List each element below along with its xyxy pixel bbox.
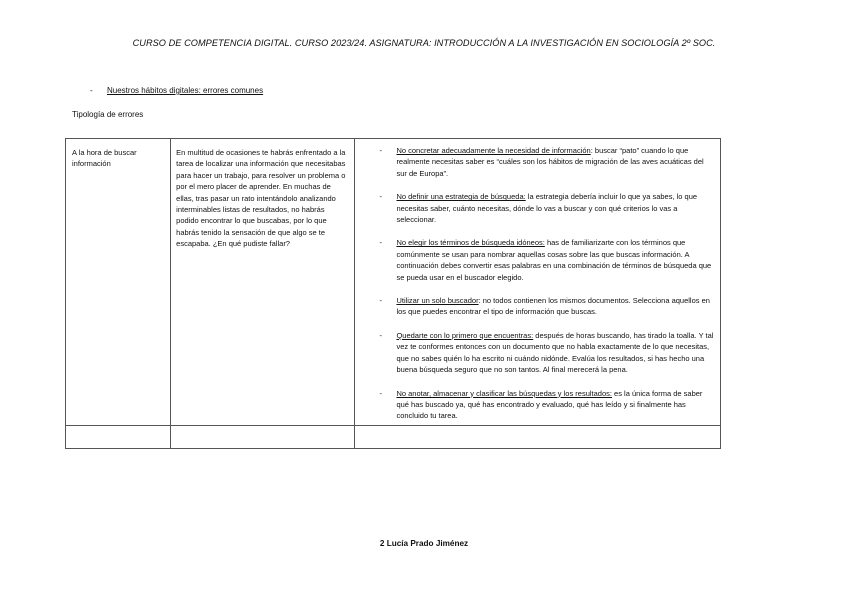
list-item <box>369 388 714 422</box>
section-title: Nuestros hábitos digitales: errores comunes <box>107 86 264 95</box>
page-number: 2 <box>379 539 385 548</box>
error-body: : no todos contienen los mismos documentos. Selecciona aquellos en los que puedes encontrar el tipo de información que buscas. <box>396 296 710 317</box>
table-row <box>66 139 721 426</box>
errors-table <box>65 138 721 449</box>
list-bullet: - <box>379 330 382 340</box>
list-item <box>369 295 714 318</box>
errors-list <box>355 139 720 425</box>
empty-cell <box>355 425 721 448</box>
error-title: Utilizar un solo buscador <box>396 296 479 306</box>
section-heading <box>90 86 263 95</box>
typology-label: Tipología de errores <box>72 110 144 119</box>
description-cell <box>171 139 355 426</box>
error-body: es la única forma de saber qué has buscado ya, qué has encontrado y evaluado, qué has leído y si finalmente has concluido tu tarea. <box>396 388 703 421</box>
empty-table-row <box>66 425 721 448</box>
section-bullet-dash: - <box>90 86 93 95</box>
list-bullet: - <box>379 388 382 398</box>
list-item <box>369 330 714 376</box>
list-item <box>369 191 714 225</box>
list-bullet: - <box>379 146 382 155</box>
list-item <box>369 145 714 179</box>
errors-cell <box>355 139 721 426</box>
situation-cell <box>66 139 171 426</box>
empty-cell <box>171 425 355 448</box>
error-body: después de horas buscando, has tirado la toalla. Y tal vez te conformes entonces con un documento que no habla exactamente de lo que necesitas, que no sabes quién lo ha escrito ni cuándo nidónde. Evalúa los resultados, si has hecho una buena búsqueda seguro que no son tantos. Al final merecerá la pena. <box>396 330 714 375</box>
list-bullet: - <box>379 192 382 202</box>
empty-cell <box>66 425 171 448</box>
error-title: No elegir los términos de búsqueda idóneos: <box>396 238 545 248</box>
error-title: No definir una estrategia de búsqueda: <box>396 192 526 202</box>
page-header: CURSO DE COMPETENCIA DIGITAL. CURSO 2023/24. ASIGNATURA: INTRODUCCIÓN A LA INVESTIGACIÓN EN SOCIOLOGÍA 2º SOC. <box>132 38 716 48</box>
error-title: Quedarte con lo primero que encuentras: <box>396 330 534 340</box>
error-body: : buscar “pato” cuando lo que realmente necesitas saber es “cuáles son los hábitos de migración de las aves acuáticas del sur de Europa”. <box>396 146 704 178</box>
list-bullet: - <box>379 238 382 248</box>
situation-text: A la hora de buscar información <box>72 148 137 169</box>
error-body: la estrategia debería incluir lo que ya sabes, lo que necesitas saber, cuánto necesitas, dónde lo vas a buscar y con qué criterios lo vas a seleccionar. <box>396 192 698 225</box>
list-item <box>369 237 714 283</box>
list-bullet: - <box>379 296 382 306</box>
description-text: En multitud de ocasiones te habrás enfrentado a la tarea de localizar una información que necesitabas para hacer un trabajo, para resolver un problema o por el mero placer de aprender. En muchas de ellas, tras pasar un rato intentándolo analizando interminables listas de resultados, no habrás podido encontrar lo que buscabas, por lo que habrás tenido la sensación de que algo se te escapaba. ¿En qué pudiste fallar? <box>176 148 346 249</box>
error-title: No anotar, almacenar y clasificar las búsquedas y los resultados: <box>396 388 612 398</box>
author-name: Lucía Prado Jiménez <box>386 539 469 548</box>
error-body: has de familiarizarte con los términos que comúnmente se usan para nombrar aquellas cosas sobre las que buscas información. A continuación debes convertir esas palabras en una combinación de términos de búsqueda que se pueda usar en el buscador elegido. <box>396 238 712 282</box>
page-footer <box>0 539 848 548</box>
error-title: No concretar adecuadamente la necesidad de información <box>396 146 591 155</box>
